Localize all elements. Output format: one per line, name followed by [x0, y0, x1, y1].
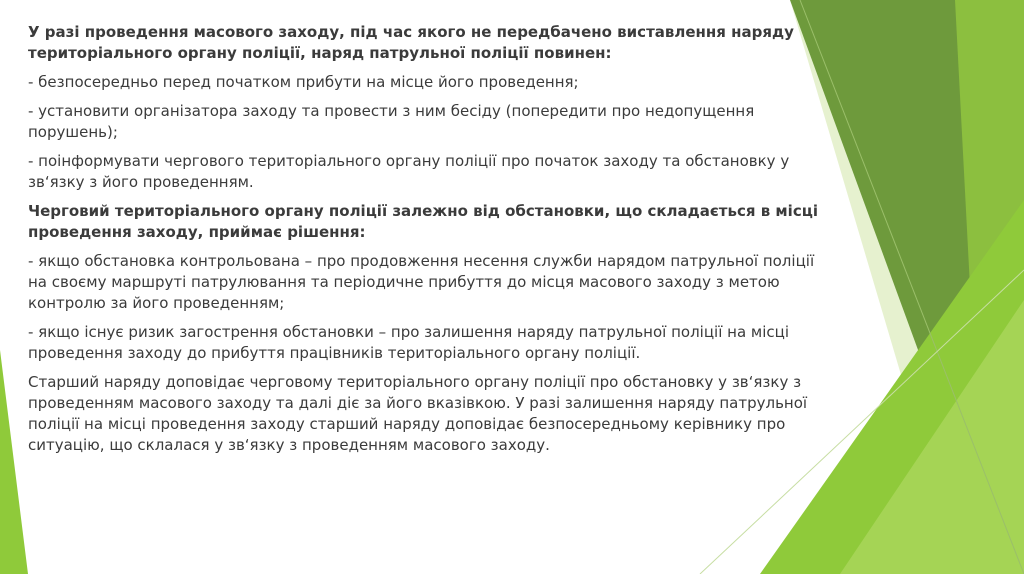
paragraph-4: - поінформувати чергового територіального органу поліції про початок заходу та обстановку у зв‘язку з його проведенням.: [28, 152, 790, 191]
paragraph-7: - якщо існує ризик загострення обстановки – про залишення наряду патрульної поліції на місці проведення заходу до прибуття працівників територіального органу поліції.: [28, 323, 790, 362]
left-green-triangle: [0, 350, 28, 574]
paragraph-3: - установити організатора заходу та провести з ним бесіду (попередити про недопущення порушень);: [28, 102, 755, 141]
paragraph-1: У разі проведення масового заходу, під час якого не передбачено виставлення наряду територіального органу поліції, наряд патрульної поліції повинен:: [28, 23, 794, 62]
paragraph-5: Черговий територіального органу поліції залежно від обстановки, що складається в місці проведення заходу, приймає рішення:: [28, 202, 818, 241]
paragraph-6: - якщо обстановка контрольована – про продовження несення служби нарядом патрульної поліції на своєму маршруті патрулювання та періодичне прибуття до місця масового заходу з метою контролю за його проведенням;: [28, 252, 815, 312]
text-content: [28, 22, 832, 464]
paragraph-8: Старший наряду доповідає черговому територіального органу поліції про обстановку у зв‘язку з проведенням масового заходу та далі діє за його вказівкою. У разі залишення наряду патрульної поліції на місці проведення заходу старший наряду доповідає безпосередньому керівнику про ситуацію, що склалася у зв‘язку з проведенням масового заходу.: [28, 373, 808, 454]
paragraph-2: - безпосередньо перед початком прибути на місце його проведення;: [28, 73, 579, 91]
